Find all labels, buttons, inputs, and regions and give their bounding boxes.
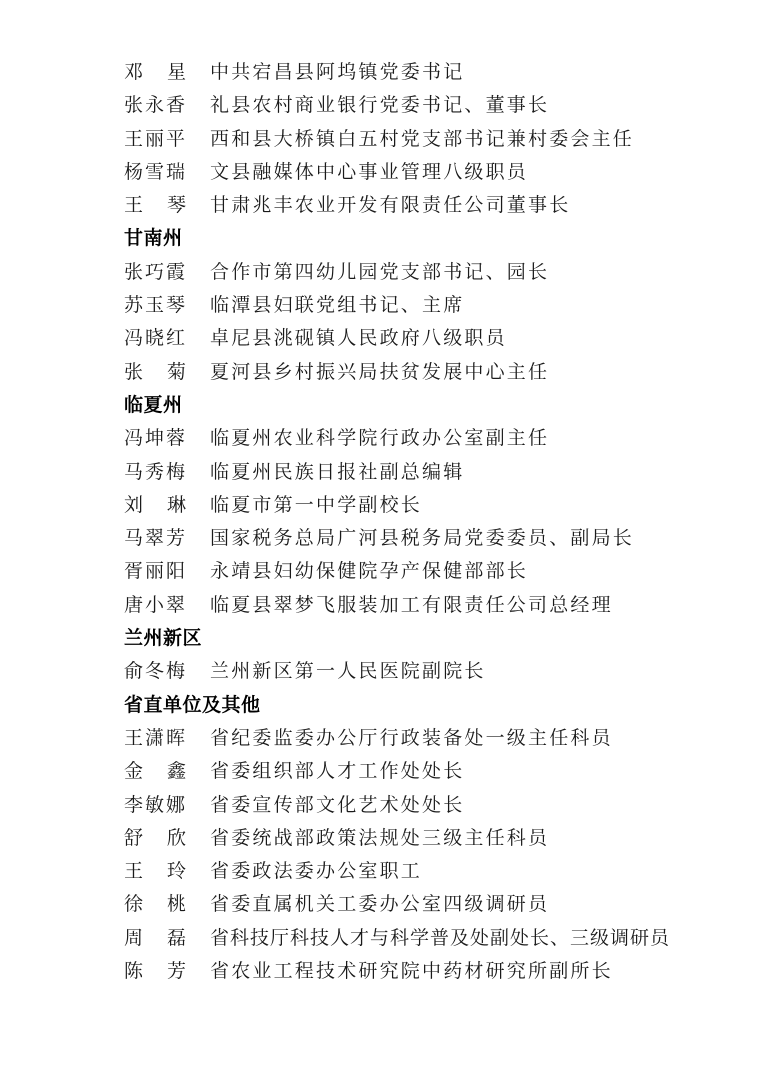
person-name: 王 琴 (124, 194, 186, 217)
list-item (124, 123, 684, 156)
person-name: 张永香 (124, 94, 188, 117)
list-item (124, 888, 684, 921)
person-title: 省委政法委办公室职工 (210, 860, 423, 883)
section-heading: 兰州新区 (124, 627, 203, 650)
person-title: 合作市第四幼儿园党支部书记、园长 (210, 260, 550, 283)
list-item (124, 322, 684, 355)
person-title: 兰州新区第一人民医院副院长 (210, 660, 486, 683)
section-heading: 省直单位及其他 (124, 693, 261, 716)
person-name: 马秀梅 (124, 460, 188, 483)
list-item (124, 156, 684, 189)
section-heading: 甘南州 (124, 227, 183, 250)
person-name: 张 菊 (124, 360, 186, 383)
person-name: 俞冬梅 (124, 660, 188, 683)
person-name: 张巧霞 (124, 260, 188, 283)
person-title: 甘肃兆丰农业开发有限责任公司董事长 (210, 194, 571, 217)
person-name: 王 玲 (124, 860, 186, 883)
person-title: 省科技厅科技人才与科学普及处副处长、三级调研员 (210, 926, 671, 949)
list-item (124, 56, 684, 89)
section-gannan (124, 222, 684, 388)
person-name: 陈 芳 (124, 960, 186, 983)
person-name: 金 鑫 (124, 760, 186, 783)
section-lanzhou-new-area (124, 622, 684, 689)
person-name: 苏玉琴 (124, 294, 188, 317)
person-title: 临夏县翠梦飞服装加工有限责任公司总经理 (210, 593, 613, 616)
person-title: 永靖县妇幼保健院孕产保健部部长 (210, 560, 529, 583)
person-title: 省农业工程技术研究院中药材研究所副所长 (210, 960, 613, 983)
person-name: 刘 琳 (124, 493, 186, 516)
section-continuation (124, 56, 684, 222)
list-item (124, 555, 684, 588)
person-name: 周 磊 (124, 926, 186, 949)
list-item (124, 855, 684, 888)
list-item (124, 722, 684, 755)
person-title: 省委统战部政策法规处三级主任科员 (210, 826, 550, 849)
person-name: 王丽平 (124, 127, 188, 150)
person-title: 文县融媒体中心事业管理八级职员 (210, 160, 529, 183)
person-title: 临夏市第一中学副校长 (210, 493, 423, 516)
person-title: 卓尼县洮砚镇人民政府八级职员 (210, 327, 507, 350)
person-name: 唐小翠 (124, 593, 188, 616)
person-name: 李敏娜 (124, 793, 188, 816)
person-name: 杨雪瑞 (124, 160, 188, 183)
list-item (124, 189, 684, 222)
list-item (124, 589, 684, 622)
list-item (124, 822, 684, 855)
list-item (124, 89, 684, 122)
list-item (124, 422, 684, 455)
person-title: 中共宕昌县阿坞镇党委书记 (210, 61, 465, 83)
person-name: 徐 桃 (124, 893, 186, 916)
list-item (124, 922, 684, 955)
section-heading: 临夏州 (124, 393, 183, 416)
section-linxia (124, 389, 684, 622)
person-title: 省委宣传部文化艺术处处长 (210, 793, 465, 816)
person-title: 临夏州农业科学院行政办公室副主任 (210, 427, 550, 450)
section-provincial-units (124, 689, 684, 989)
person-name: 王潇晖 (124, 726, 188, 749)
person-name: 胥丽阳 (124, 560, 188, 583)
person-title: 省委组织部人才工作处处长 (210, 760, 465, 783)
document-page (124, 56, 684, 988)
person-name: 冯晓红 (124, 327, 188, 350)
person-title: 省纪委监委办公厅行政装备处一级主任科员 (210, 726, 613, 749)
list-item (124, 755, 684, 788)
person-name: 冯坤蓉 (124, 427, 188, 450)
person-title: 西和县大桥镇白五村党支部书记兼村委会主任 (210, 127, 635, 150)
person-title: 临夏州民族日报社副总编辑 (210, 460, 465, 483)
person-title: 临潭县妇联党组书记、主席 (210, 294, 465, 317)
list-item (124, 955, 684, 988)
person-title: 夏河县乡村振兴局扶贫发展中心主任 (210, 360, 550, 383)
person-name: 马翠芳 (124, 527, 188, 550)
list-item (124, 256, 684, 289)
list-item (124, 522, 684, 555)
person-title: 省委直属机关工委办公室四级调研员 (210, 893, 550, 916)
person-title: 国家税务总局广河县税务局党委委员、副局长 (210, 527, 635, 550)
person-title: 礼县农村商业银行党委书记、董事长 (210, 94, 550, 117)
list-item (124, 789, 684, 822)
list-item (124, 289, 684, 322)
list-item (124, 456, 684, 489)
list-item (124, 489, 684, 522)
list-item (124, 655, 684, 688)
person-name: 邓 星 (124, 61, 186, 83)
list-item (124, 356, 684, 389)
person-name: 舒 欣 (124, 826, 186, 849)
